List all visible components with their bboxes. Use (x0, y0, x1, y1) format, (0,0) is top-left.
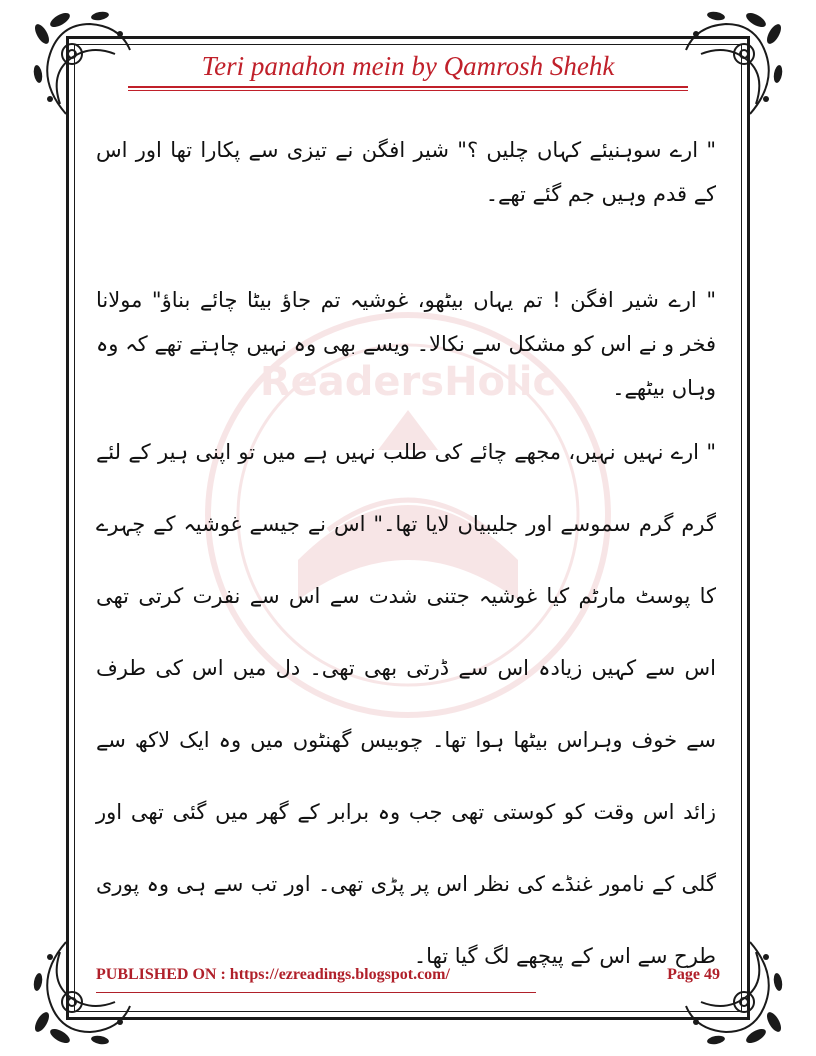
page-number: Page 49 (667, 966, 720, 983)
page-header (90, 48, 726, 91)
paragraph-2: " ارے شیر افگن ! تم یہاں بیٹھو، غوشیہ تم جاؤ بیٹا چائے بناؤ" مولانا فخر و نے اس کو مشکل سے نکالا۔ ویسے بھی وہ نہیں چاہتے تھے کہ وہ وہاں بیٹھے۔ (96, 288, 716, 400)
paragraph-1: " ارے سوہنیئے کہاں چلیں ؟" شیر افگن نے تیزی سے پکارا تھا اور اس کے قدم وہیں جم گئے تھے۔ (96, 138, 716, 206)
page-footer (96, 966, 720, 990)
footer-underline (96, 992, 536, 993)
published-link[interactable]: PUBLISHED ON : https://ezreadings.blogspot.com/ (96, 966, 450, 983)
page-title: Teri panahon mein by Qamrosh Shehk (201, 51, 615, 81)
watermark-text: ReadersHolic (259, 359, 557, 405)
paragraph-3: " ارے نہیں نہیں، مجھے چائے کی طلب نہیں ہے میں تو اپنی ہیر کے لئے گرم گرم سموسے اور جلیبیاں لایا تھا۔" اس نے جیسے غوشیہ کے چہرے کا پوسٹ مارٹم کیا غوشیہ جتنی شدت سے اس سے نفرت کرتی تھی اس سے کہیں زیادہ اس سے ڈرتی بھی تھی۔ دل میں اس کی طرف سے خوف وہراس بیٹھا ہوا تھا۔ چوبیس گھنٹوں میں وہ ایک لاکھ سے زائد اس وقت کو کوستی تھی جب وہ برابر کے گھر میں گئی تھی اور گلی کے نامور غنڈے کی نظر اس پر پڑی تھی۔ اور تب سے ہی وہ پوری طرح سے اس کے پیچھے لگ گیا تھا۔ (96, 440, 716, 968)
header-divider (128, 86, 688, 91)
